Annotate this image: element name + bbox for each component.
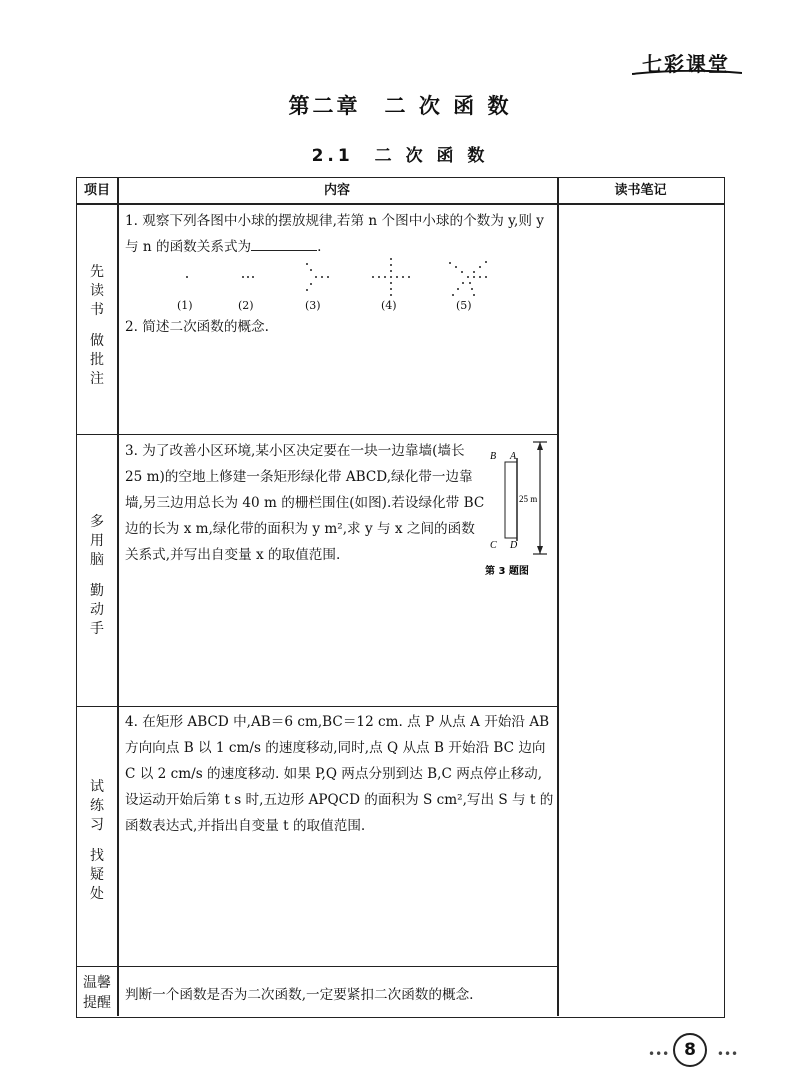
row3-label-char: 处 [90,886,104,902]
ball-dot [315,276,317,278]
row3-label-gap [77,835,117,847]
ball-dot [485,276,487,278]
row-divider-1 [77,434,558,435]
ball-dot [471,288,473,290]
row2-label-char: 脑 [90,552,104,568]
row3-label-char: 试 [90,779,104,795]
question-1-text: 1. 观察下列各图中小球的摆放规律,若第 n 个图中小球的个数为 y,则 y 与 n 的函数关系式为 [125,213,544,255]
page-dots-left: ••• [648,1047,670,1061]
point-d-label: D [510,540,518,551]
figure-label-1: (1) [177,299,193,312]
row3-label-char: 习 [90,817,104,833]
ball-dot [384,276,386,278]
ball-dot [390,276,392,278]
row2-label-char: 多 [90,514,104,530]
row3-label-char: 练 [90,798,104,814]
ball-dot [306,263,308,265]
figure-label-5: (5) [456,299,472,312]
row-divider-2 [77,706,558,707]
point-c-label: C [490,540,497,551]
figure-label-2: (2) [238,299,254,312]
row3-label-char: 找 [90,848,104,864]
answer-blank[interactable] [251,236,317,251]
question-1: 1. 观察下列各图中小球的摆放规律,若第 n 个图中小球的个数为 y,则 y 与 n 的函数关系式为 . [125,213,544,255]
section-title: 2.1 二 次 函 数 [311,146,489,166]
ball-dot [390,258,392,260]
ball-dot [469,282,471,284]
ball-dot [390,282,392,284]
row1-label-char: 先 [90,264,104,280]
ball-dot [452,294,454,296]
row1-label-char: 批 [90,352,104,368]
brand-text: 七彩课堂 [642,52,730,76]
header-content: 内容 [323,183,350,198]
tip-label-line: 提醒 [83,995,111,1011]
ball-dot [252,276,254,278]
ball-dot [449,262,451,264]
question-2: 2. 简述二次函数的概念. [125,319,269,335]
tip-label [77,973,117,1013]
ball-dot [402,276,404,278]
header-notes: 读书笔记 [614,183,667,198]
row1-label-char: 书 [90,302,104,318]
header-item: 项目 [83,183,110,198]
ball-dot [310,269,312,271]
ball-dot [396,276,398,278]
row1-label-gap [77,320,117,332]
row1-label [77,263,117,389]
brand-logo [642,48,730,77]
row2-label-char: 勤 [90,583,104,599]
ball-dot [467,276,469,278]
row2-label-char: 用 [90,533,104,549]
point-a-label: A [510,451,517,462]
ball-dot [390,294,392,296]
row3-label [77,778,117,904]
ball-dot [390,264,392,266]
chapter-title: 第二章 二 次 函 数 [288,94,512,118]
ball-dot [306,289,308,291]
ball-dot [473,276,475,278]
row-divider-3 [77,966,558,967]
greenbelt-figure [485,438,557,584]
figure-label-3: (3) [305,299,321,312]
ball-dot [186,276,188,278]
ball-dot [479,276,481,278]
figure-caption: 第 3 题图 [485,566,529,577]
wall-length-label: 25 m [519,494,538,504]
ball-dot [247,276,249,278]
header-divider [77,203,724,205]
ball-dot [378,276,380,278]
ball-dot [455,266,457,268]
row2-label [77,513,117,639]
ball-dot [485,261,487,263]
brand-swoosh-graphic [632,70,742,76]
ball-dot [408,276,410,278]
ball-dot [242,276,244,278]
row1-content [125,208,555,260]
row2-label-char: 手 [90,621,104,637]
row3-label-char: 疑 [90,867,104,883]
ball-dot [473,294,475,296]
point-b-label: B [490,451,497,462]
row1-label-char: 读 [90,283,104,299]
ball-dot [321,276,323,278]
pattern-figures [172,261,512,316]
col-divider-1 [117,178,119,1016]
ball-dot [310,283,312,285]
tip-text: 判断一个函数是否为二次函数,一定要紧扣二次函数的概念. [125,987,474,1003]
ball-dot [461,271,463,273]
row1-label-char: 注 [90,371,104,387]
ball-dot [473,271,475,273]
ball-dot [390,270,392,272]
ball-dot [372,276,374,278]
row1-label-char: 做 [90,333,104,349]
row2-label-char: 动 [90,602,104,618]
col-divider-2 [557,178,559,1016]
ball-dot [462,282,464,284]
question-4: 4. 在矩形 ABCD 中,AB＝6 cm,BC＝12 cm. 点 P 从点 A 开始沿 AB 方向向点 B 以 1 cm/s 的速度移动,同时,点 Q 从点 B 开始沿 BC 边向 C 以 2 cm/s 的速度移动. 如果 P,Q 两点分别到达 B,C 两点停止移动,设运动开始后第 t s 时,五边形 APQCD 的面积为 S cm²,写出 S 与 t 的函数表达式,并指出自变量 t 的取值范围. [125,714,554,834]
row2-label-gap [77,570,117,582]
ball-dot [479,266,481,268]
ball-dot [457,288,459,290]
page-number: 8 [673,1033,707,1067]
figure-label-4: (4) [381,299,397,312]
ball-dot [390,288,392,290]
question-3: 3. 为了改善小区环境,某小区决定要在一块一边靠墙(墙长 25 m)的空地上修建一条矩形绿化带 ABCD,绿化带一边靠墙,另三边用总长为 40 m 的栅栏围住(如图).若设绿化带 BC 边的长为 x m,绿化带的面积为 y m²,求 y 与 x 之间的函数关系式,并写出自变量 x 的取值范围. [125,443,485,563]
study-table [76,177,725,1018]
page-dots-right: ••• [716,1047,739,1061]
ball-dot [327,276,329,278]
tip-label-line: 温馨 [83,975,111,991]
